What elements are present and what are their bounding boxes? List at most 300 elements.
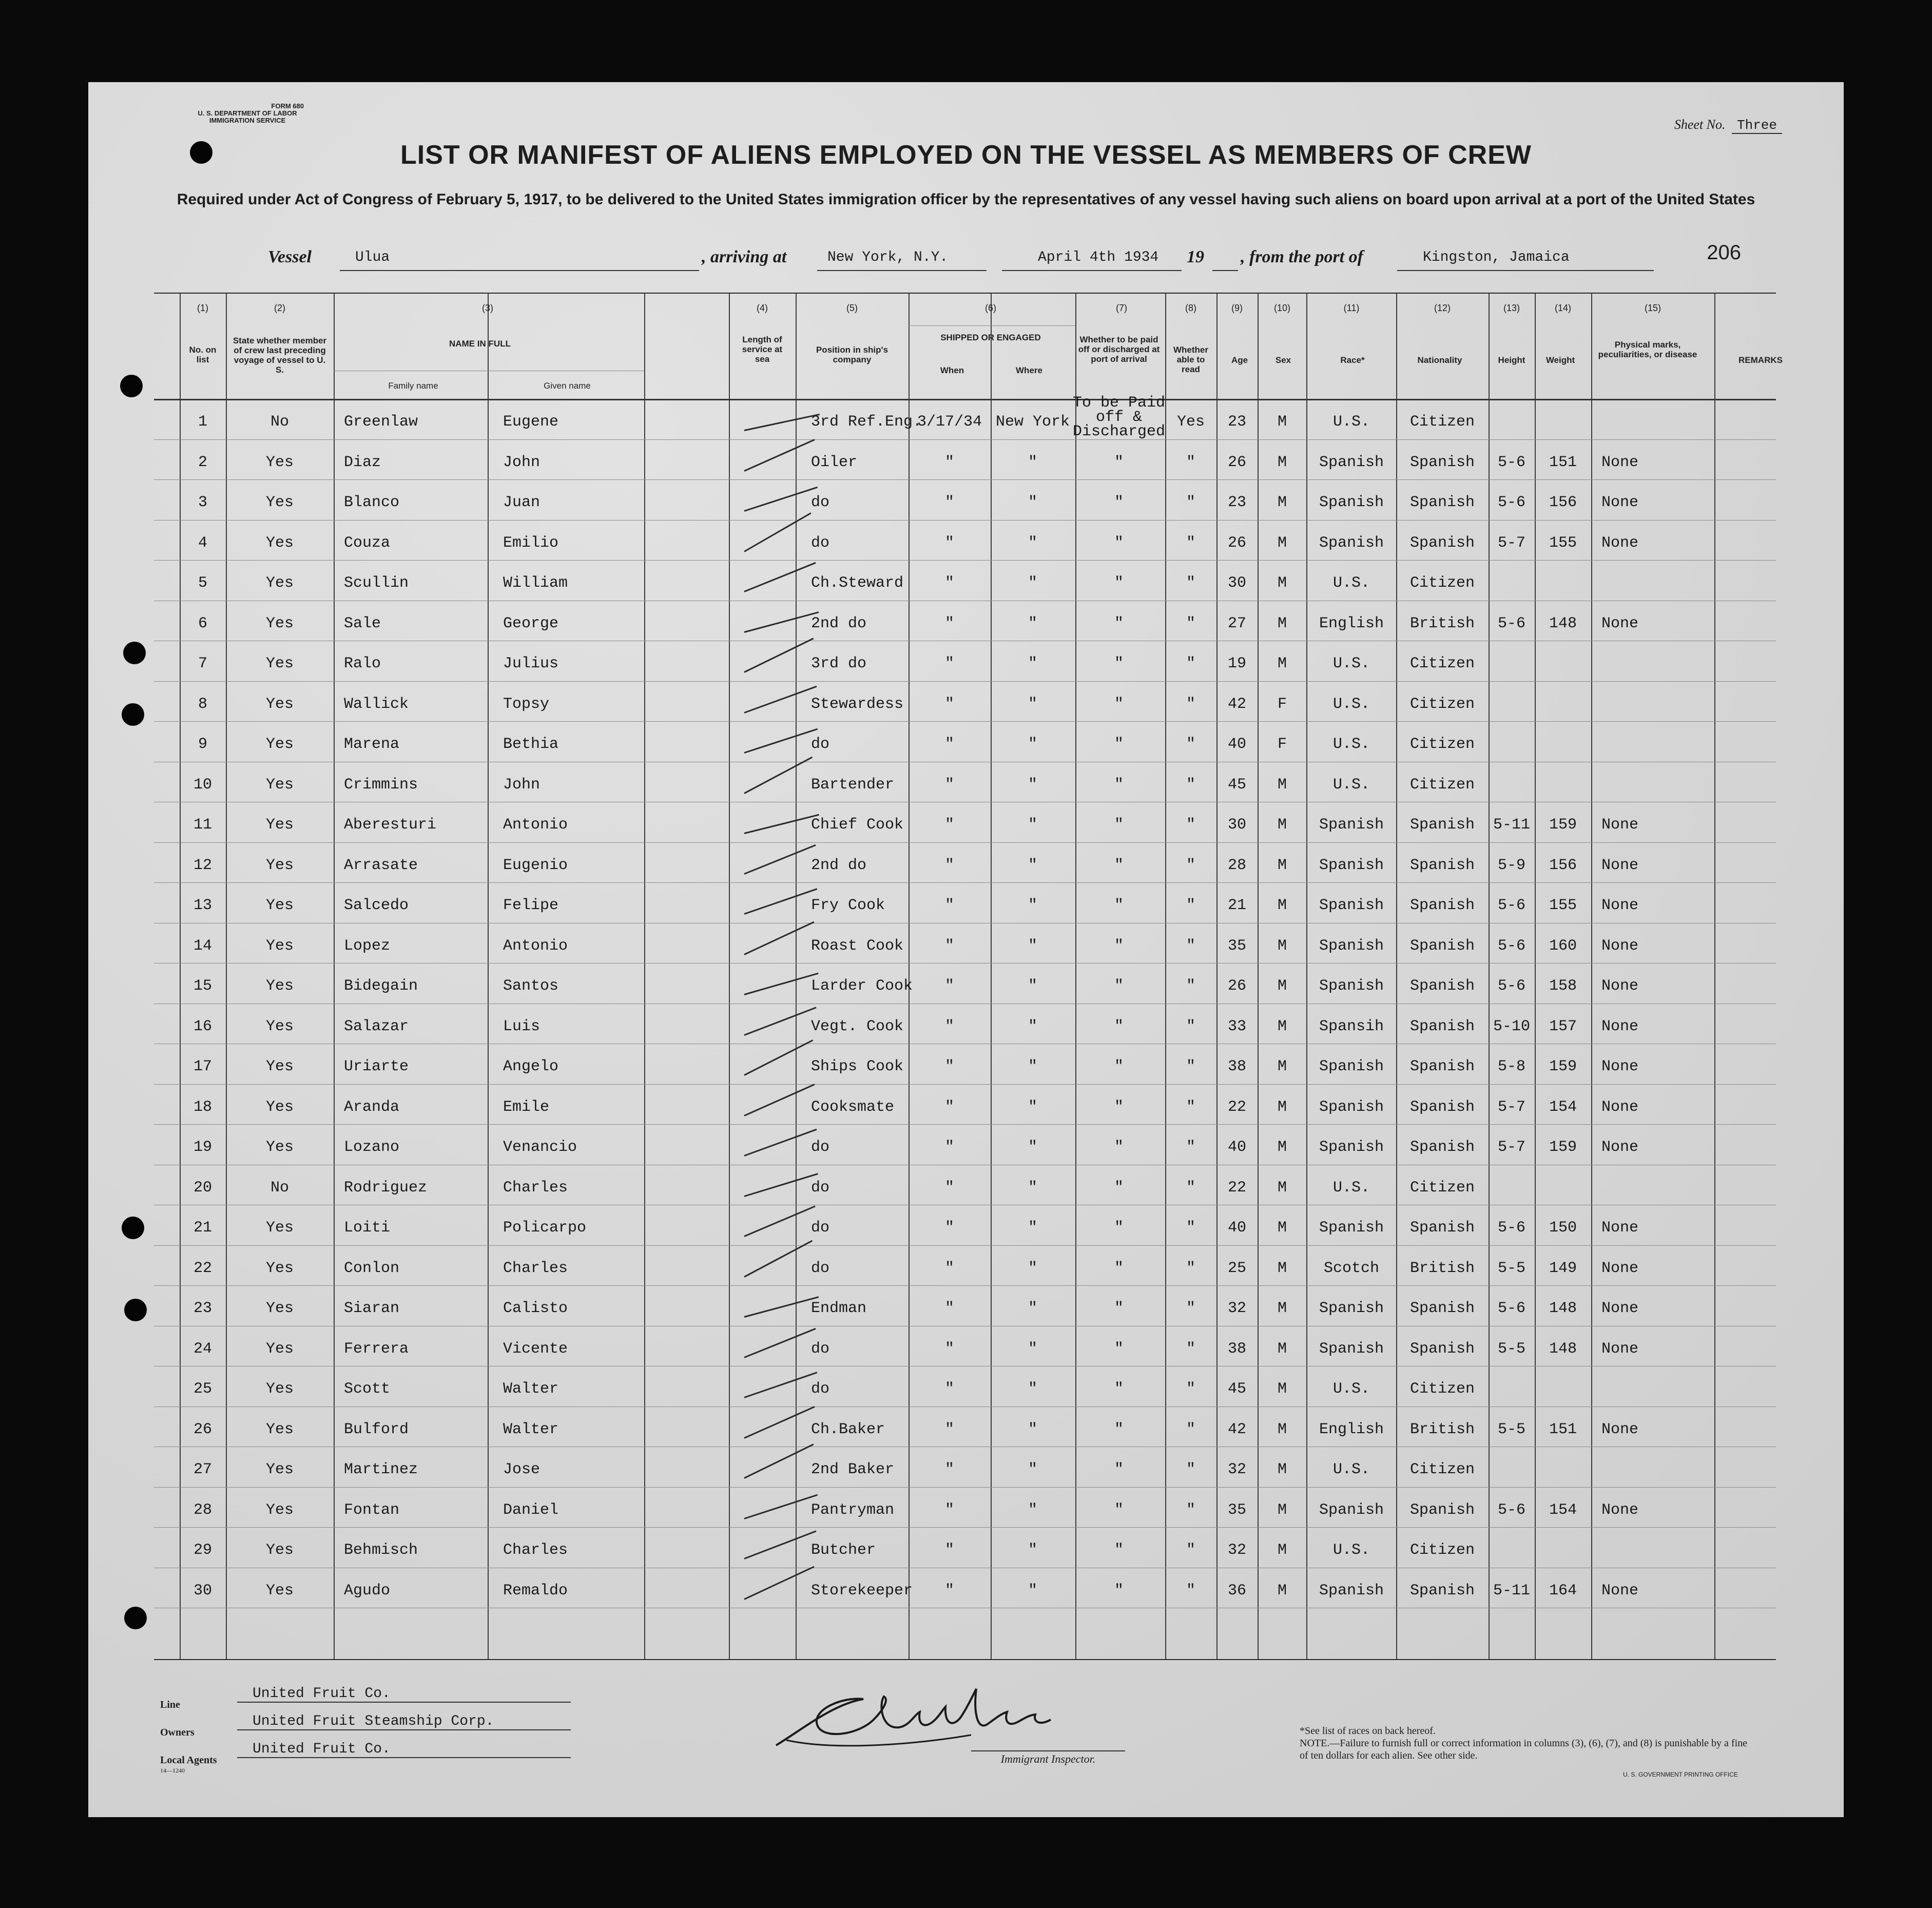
cell-sex: M — [1277, 816, 1287, 834]
cell-position: Endman — [811, 1300, 867, 1317]
cell-weight: 151 — [1549, 1420, 1577, 1438]
cell-age: 33 — [1227, 1017, 1247, 1035]
cell-where: " — [1028, 1179, 1038, 1197]
cell-sex: M — [1277, 1380, 1287, 1398]
from-port: Kingston, Jamaica — [1423, 249, 1570, 265]
service-check-mark — [744, 638, 814, 672]
cell-position: do — [811, 736, 830, 753]
table-row — [154, 1004, 1776, 1044]
header-prior-voyage: State whether member of crew last preceding voyage of vessel to U. S. — [233, 336, 327, 375]
cell-where: " — [1028, 655, 1038, 672]
column-number: (8) — [1185, 303, 1196, 313]
cell-when: " — [944, 574, 955, 592]
cell-family: Bidegain — [344, 977, 418, 995]
cell-when: " — [944, 614, 955, 632]
cell-position: 3rd do — [811, 655, 867, 672]
table-row — [154, 1326, 1776, 1366]
voyage-line — [268, 247, 1756, 273]
vessel-underline — [340, 270, 699, 271]
cell-prior: Yes — [265, 1461, 294, 1478]
cell-given: Felipe — [503, 897, 559, 914]
service-check-mark — [744, 562, 816, 592]
cell-prior: Yes — [265, 1139, 294, 1156]
cell-paid: " — [1114, 1179, 1124, 1197]
table-row — [154, 1205, 1776, 1245]
cell-where: " — [1028, 614, 1038, 632]
cell-where: " — [1028, 695, 1038, 713]
cell-family: Couza — [344, 534, 391, 552]
cell-height: 5-7 — [1497, 1098, 1526, 1116]
cell-prior: Yes — [265, 614, 294, 632]
cell-race: Spanish — [1319, 1219, 1384, 1237]
vessel-label: Vessel — [268, 247, 312, 266]
line-label: Line — [160, 1699, 180, 1710]
cell-marks: None — [1601, 1219, 1639, 1237]
cell-prior: Yes — [265, 1259, 294, 1277]
cell-paid: " — [1114, 1461, 1124, 1478]
table-row — [154, 762, 1776, 802]
header-able-read: Whether able to read — [1173, 345, 1208, 374]
cell-age: 26 — [1227, 977, 1247, 995]
cell-marks: None — [1601, 1420, 1639, 1438]
service-check-mark — [744, 1240, 813, 1277]
cell-read: " — [1186, 534, 1196, 552]
service-check-mark — [744, 487, 818, 512]
cell-given: Santos — [503, 977, 559, 995]
cell-family: Behmisch — [344, 1541, 418, 1559]
cell-when: " — [944, 1340, 955, 1358]
cell-nationality: Spanish — [1409, 494, 1475, 511]
cell-no: 14 — [193, 937, 212, 955]
cell-where: " — [1028, 453, 1038, 471]
header-height: Height — [1498, 355, 1525, 365]
table-row — [154, 1568, 1776, 1608]
cell-sex: F — [1277, 736, 1287, 753]
cell-family: Salcedo — [344, 897, 409, 914]
service-name: IMMIGRATION SERVICE — [209, 117, 286, 124]
cell-given: Antonio — [503, 937, 568, 955]
races-note: *See list of races on back hereof. — [1300, 1725, 1436, 1737]
table-row — [154, 1406, 1776, 1447]
service-check-mark — [744, 611, 819, 633]
cell-read: " — [1186, 1300, 1196, 1317]
cell-nationality: British — [1409, 614, 1475, 632]
cell-marks: None — [1601, 1098, 1639, 1116]
table-row — [154, 1165, 1776, 1205]
penalty-note: NOTE.—Failure to furnish full or correct information in columns (3), (6), (7), and (8) is punishable by a fine of ten dollars for each alien. See other side. — [1300, 1738, 1748, 1761]
sheet-number — [1674, 117, 1782, 133]
cell-read: " — [1186, 1380, 1196, 1398]
cell-nationality: Spanish — [1409, 1098, 1475, 1116]
year-underline — [1212, 270, 1238, 271]
cell-where: " — [1028, 1259, 1038, 1277]
sheet-number-value: Three — [1732, 118, 1782, 134]
cell-prior: Yes — [265, 1380, 294, 1398]
cell-position: do — [811, 534, 830, 552]
cell-family: Uriarte — [344, 1058, 409, 1075]
cell-family: Lopez — [344, 937, 391, 955]
cell-weight: 156 — [1549, 494, 1577, 511]
cell-nationality: Spanish — [1409, 856, 1475, 874]
cell-marks: None — [1601, 1582, 1639, 1599]
cell-weight: 154 — [1549, 1098, 1577, 1116]
cell-prior: Yes — [265, 776, 294, 794]
column-number: (5) — [846, 303, 858, 313]
cell-sex: M — [1277, 1340, 1287, 1358]
cell-age: 32 — [1227, 1300, 1247, 1317]
cell-given: Antonio — [503, 816, 568, 834]
service-check-mark — [744, 1129, 817, 1157]
cell-family: Scullin — [344, 574, 409, 592]
cell-family: Ralo — [344, 655, 381, 672]
cell-where: New York — [995, 413, 1070, 431]
cell-age: 45 — [1227, 776, 1247, 794]
cell-race: U.S. — [1332, 574, 1370, 592]
cell-sex: M — [1277, 1058, 1287, 1075]
cell-when: " — [944, 1541, 955, 1559]
cell-no: 4 — [198, 534, 208, 552]
column-number: (1) — [197, 303, 208, 313]
cell-family: Siaran — [344, 1300, 400, 1317]
service-check-mark — [744, 1327, 816, 1358]
cell-weight: 155 — [1549, 897, 1577, 914]
cell-age: 25 — [1227, 1259, 1247, 1277]
cell-marks: None — [1601, 1300, 1639, 1317]
cell-race: Spanish — [1319, 1300, 1384, 1317]
service-check-mark — [744, 1443, 814, 1478]
cell-prior: Yes — [265, 1541, 294, 1559]
cell-read: " — [1186, 816, 1196, 834]
cell-nationality: Citizen — [1409, 574, 1475, 592]
cell-where: " — [1028, 1582, 1038, 1599]
cell-height: 5-7 — [1497, 1139, 1526, 1156]
cell-age: 32 — [1227, 1461, 1247, 1478]
table-row — [154, 479, 1776, 519]
cell-nationality: Spanish — [1409, 816, 1475, 834]
cell-read: Yes — [1176, 413, 1205, 431]
cell-nationality: Citizen — [1409, 1179, 1475, 1197]
cell-prior: Yes — [265, 937, 294, 955]
cell-no: 19 — [193, 1139, 212, 1156]
cell-no: 10 — [193, 776, 212, 794]
shipped-subrule — [909, 325, 1075, 326]
cell-race: Spanish — [1319, 1501, 1384, 1519]
service-check-mark — [744, 1039, 813, 1076]
cell-race: Scotch — [1323, 1259, 1380, 1277]
cell-nationality: Citizen — [1409, 1461, 1475, 1478]
cell-race: U.S. — [1332, 655, 1370, 672]
cell-when: " — [944, 1098, 955, 1116]
cell-race: Spanish — [1319, 1098, 1384, 1116]
arriving-label: , arriving at — [702, 247, 787, 266]
cell-height: 5-6 — [1497, 1300, 1526, 1317]
cell-given: John — [503, 453, 540, 471]
cell-family: Diaz — [344, 453, 381, 471]
cell-position: Ch.Steward — [811, 574, 904, 592]
cell-when: " — [944, 1501, 955, 1519]
cell-sex: M — [1277, 413, 1287, 431]
cell-when: " — [944, 1420, 955, 1438]
cell-read: " — [1186, 1179, 1196, 1197]
cell-when: " — [944, 1219, 955, 1237]
cell-position: do — [811, 1139, 830, 1156]
cell-age: 35 — [1227, 1501, 1247, 1519]
inspector-label: Immigrant Inspector. — [971, 1750, 1125, 1766]
cell-paid: " — [1114, 1420, 1124, 1438]
cell-nationality: Spanish — [1409, 453, 1475, 471]
cell-position: do — [811, 494, 830, 511]
cell-race: U.S. — [1332, 413, 1370, 431]
cell-no: 12 — [193, 856, 212, 874]
cell-age: 30 — [1227, 816, 1247, 834]
table-row — [154, 1044, 1776, 1084]
cell-position: do — [811, 1340, 830, 1358]
header-position: Position in ship's company — [816, 345, 888, 364]
cell-when: " — [944, 1058, 955, 1075]
cell-when: " — [944, 453, 955, 471]
cell-height: 5-11 — [1493, 816, 1531, 834]
cell-where: " — [1028, 1340, 1038, 1358]
cell-height: 5-6 — [1497, 897, 1526, 914]
cell-height: 5-5 — [1497, 1340, 1526, 1358]
table-row — [154, 520, 1776, 560]
cell-read: " — [1186, 1461, 1196, 1478]
cell-paid: " — [1114, 695, 1124, 713]
department-name: U. S. DEPARTMENT OF LABOR — [198, 109, 297, 117]
cell-no: 1 — [198, 413, 208, 431]
cell-read: " — [1186, 574, 1196, 592]
cell-age: 23 — [1227, 494, 1247, 511]
cell-race: U.S. — [1332, 736, 1370, 753]
cell-nationality: Spanish — [1409, 977, 1475, 995]
column-number: (3) — [482, 303, 493, 313]
table-row — [154, 882, 1776, 922]
cell-nationality: Citizen — [1409, 1380, 1475, 1398]
cell-no: 22 — [193, 1259, 212, 1277]
cell-position: Stewardess — [811, 695, 904, 713]
cell-age: 42 — [1227, 1420, 1247, 1438]
table-row — [154, 963, 1776, 1003]
cell-family: Loiti — [344, 1219, 391, 1237]
column-number: (7) — [1116, 303, 1127, 313]
column-number: (15) — [1644, 303, 1661, 313]
cell-age: 21 — [1227, 897, 1247, 914]
cell-read: " — [1186, 736, 1196, 753]
cell-weight: 159 — [1549, 816, 1577, 834]
cell-sex: M — [1277, 1501, 1287, 1519]
cell-read: " — [1186, 1219, 1196, 1237]
cell-position: Larder Cook — [811, 977, 913, 995]
cell-no: 2 — [198, 453, 208, 471]
cell-given: George — [503, 614, 559, 632]
cell-family: Sale — [344, 614, 381, 632]
cell-given: Emile — [503, 1098, 550, 1116]
cell-age: 32 — [1227, 1541, 1247, 1559]
cell-paid: " — [1114, 1139, 1124, 1156]
cell-when: " — [944, 1300, 955, 1317]
header-family-name: Family name — [388, 381, 438, 391]
cell-marks: None — [1601, 453, 1639, 471]
cell-prior: Yes — [265, 1340, 294, 1358]
cell-age: 19 — [1227, 655, 1247, 672]
service-check-mark — [744, 888, 818, 915]
cell-prior: Yes — [265, 816, 294, 834]
cell-age: 22 — [1227, 1179, 1247, 1197]
cell-no: 23 — [193, 1300, 212, 1317]
form-header — [170, 103, 324, 124]
cell-read: " — [1186, 1017, 1196, 1035]
cell-family: Bulford — [344, 1420, 409, 1438]
cell-age: 26 — [1227, 534, 1247, 552]
cell-no: 6 — [198, 614, 208, 632]
cell-age: 26 — [1227, 453, 1247, 471]
cell-no: 13 — [193, 897, 212, 914]
cell-position: Bartender — [811, 776, 895, 794]
cell-no: 15 — [193, 977, 212, 995]
cell-paid: " — [1114, 655, 1124, 672]
header-paid-off: Whether to be paid off or discharged at port of arrival — [1078, 335, 1160, 364]
column-number: (6) — [985, 303, 996, 313]
cell-race: U.S. — [1332, 695, 1370, 713]
cell-no: 17 — [193, 1058, 212, 1075]
cell-nationality: Spanish — [1409, 1058, 1475, 1075]
cell-when: " — [944, 494, 955, 511]
cell-sex: M — [1277, 1017, 1287, 1035]
cell-sex: M — [1277, 776, 1287, 794]
cell-height: 5-6 — [1497, 977, 1526, 995]
column-number: (12) — [1434, 303, 1451, 313]
cell-marks: None — [1601, 1139, 1639, 1156]
cell-where: " — [1028, 736, 1038, 753]
cell-nationality: British — [1409, 1259, 1475, 1277]
cell-read: " — [1186, 776, 1196, 794]
cell-paid: " — [1114, 1098, 1124, 1116]
cell-weight: 160 — [1549, 937, 1577, 955]
cell-paid: " — [1114, 1501, 1124, 1519]
cell-sex: M — [1277, 574, 1287, 592]
cell-position: 2nd Baker — [811, 1461, 895, 1478]
cell-family: Crimmins — [344, 776, 418, 794]
cell-position: Ch.Baker — [811, 1420, 885, 1438]
cell-race: Spanish — [1319, 1058, 1384, 1075]
column-number: (4) — [757, 303, 768, 313]
cell-given: Remaldo — [503, 1582, 568, 1599]
cell-given: Vicente — [503, 1340, 568, 1358]
cell-weight: 158 — [1549, 977, 1577, 995]
cell-sex: M — [1277, 1219, 1287, 1237]
cell-nationality: Citizen — [1409, 655, 1475, 672]
cell-where: " — [1028, 977, 1038, 995]
cell-where: " — [1028, 1017, 1038, 1035]
cell-paid: " — [1114, 816, 1124, 834]
cell-weight: 157 — [1549, 1017, 1577, 1035]
table-row — [154, 439, 1776, 479]
service-check-mark — [744, 1173, 818, 1197]
cell-sex: M — [1277, 494, 1287, 511]
line-value: United Fruit Co. — [237, 1686, 571, 1703]
service-check-mark — [744, 1296, 819, 1318]
cell-weight: 156 — [1549, 856, 1577, 874]
cell-nationality: Spanish — [1409, 1219, 1475, 1237]
cell-read: " — [1186, 1420, 1196, 1438]
cell-position: 3rd Ref.Eng. — [811, 413, 922, 431]
cell-when: " — [944, 1017, 955, 1035]
cell-nationality: Spanish — [1409, 1340, 1475, 1358]
punch-hole — [122, 703, 144, 726]
cell-sex: M — [1277, 655, 1287, 672]
service-check-mark — [744, 756, 813, 794]
cell-weight: 148 — [1549, 1300, 1577, 1317]
cell-no: 9 — [198, 736, 208, 753]
form-number: FORM 680 — [271, 102, 304, 110]
cell-no: 25 — [193, 1380, 212, 1398]
cell-family: Lozano — [344, 1139, 400, 1156]
cell-prior: Yes — [265, 453, 294, 471]
cell-read: " — [1186, 897, 1196, 914]
cell-given: Angelo — [503, 1058, 559, 1075]
cell-family: Conlon — [344, 1259, 400, 1277]
column-number: (13) — [1503, 303, 1520, 313]
cell-prior: Yes — [265, 1017, 294, 1035]
cell-weight: 148 — [1549, 1340, 1577, 1358]
cell-height: 5-8 — [1497, 1058, 1526, 1075]
table-row — [154, 1366, 1776, 1406]
header-physical-marks: Physical marks, peculiarities, or disease — [1598, 340, 1697, 359]
cell-read: " — [1186, 1501, 1196, 1519]
cell-where: " — [1028, 1219, 1038, 1237]
cell-age: 40 — [1227, 1219, 1247, 1237]
cell-when: " — [944, 736, 955, 753]
service-check-mark — [744, 1084, 815, 1116]
cell-paid: To be Paid off & Discharged — [1072, 394, 1166, 440]
cell-when: 3/17/34 — [917, 413, 982, 431]
header-when: When — [940, 365, 964, 375]
service-check-mark — [744, 814, 819, 834]
cell-marks: None — [1601, 977, 1639, 995]
cell-read: " — [1186, 856, 1196, 874]
table-row — [154, 842, 1776, 882]
header-name-in-full: NAME IN FULL — [449, 339, 511, 349]
punch-hole — [124, 1299, 147, 1321]
crew-table — [154, 293, 1783, 1660]
table-row — [154, 1285, 1776, 1325]
header-given-name: Given name — [544, 381, 591, 391]
cell-marks: None — [1601, 1058, 1639, 1075]
cell-given: Eugene — [503, 413, 559, 431]
cell-paid: " — [1114, 776, 1124, 794]
cell-race: Spanish — [1319, 494, 1384, 511]
owners-value: United Fruit Steamship Corp. — [237, 1713, 571, 1730]
cell-age: 42 — [1227, 695, 1247, 713]
cell-prior: Yes — [265, 534, 294, 552]
cell-prior: Yes — [265, 977, 294, 995]
cell-weight: 159 — [1549, 1139, 1577, 1156]
column-number: (14) — [1554, 303, 1571, 313]
service-check-mark — [744, 1007, 816, 1036]
cell-where: " — [1028, 1139, 1038, 1156]
cell-height: 5-5 — [1497, 1420, 1526, 1438]
cell-height: 5-7 — [1497, 534, 1526, 552]
cell-race: Spansih — [1319, 1017, 1384, 1035]
cell-nationality: Spanish — [1409, 1017, 1475, 1035]
cell-family: Fontan — [344, 1501, 400, 1519]
cell-given: Bethia — [503, 736, 559, 753]
cell-sex: M — [1277, 1179, 1287, 1197]
cell-position: Ships Cook — [811, 1058, 904, 1075]
cell-prior: Yes — [265, 655, 294, 672]
cell-race: Spanish — [1319, 1139, 1384, 1156]
cell-age: 38 — [1227, 1058, 1247, 1075]
